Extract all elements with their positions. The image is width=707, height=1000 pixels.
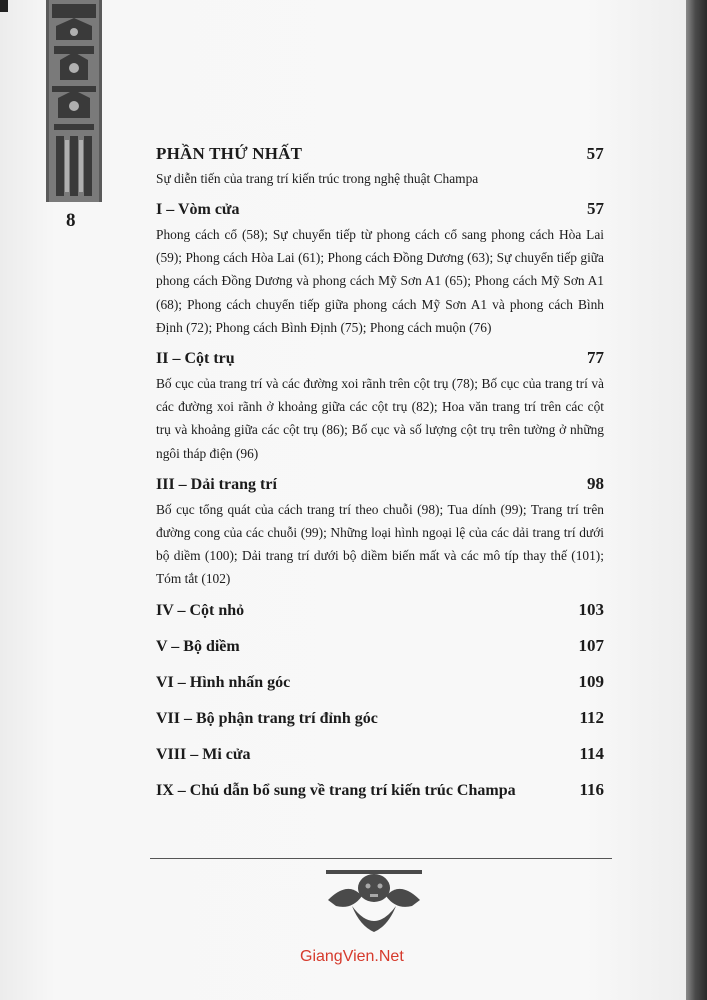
- table-of-contents: [156, 143, 604, 815]
- toc-section-3: [156, 473, 604, 591]
- section-title: VIII – Mi cửa: [156, 745, 251, 763]
- section-title: I – Vòm cửa: [156, 201, 240, 218]
- section-page: 98: [587, 473, 604, 493]
- section-page: 114: [579, 743, 604, 763]
- section-page: 107: [578, 635, 604, 655]
- book-spine-edge: [686, 0, 707, 1000]
- toc-section-2: [156, 347, 604, 465]
- section-page: 77: [587, 348, 604, 368]
- part-subtitle: Sự diễn tiến của trang trí kiến trúc trong nghệ thuật Champa: [156, 171, 479, 186]
- section-description: Phong cách cổ (58); Sự chuyển tiếp từ phong cách cổ sang phong cách Hòa Lai (59); Phong cách Hòa Lai (61); Phong cách Đồng Dương (63); Sự chuyển tiếp giữa phong cách Đồng Dương và phong cách Mỹ Sơn A1 (65); Phong cách Mỹ Sơn A1 (68); Phong cách chuyển tiếp giữa phong cách Mỹ Sơn A1 và phong cách Bình Định (72); Phong cách Bình Định (75); Phong cách muộn (76): [156, 227, 604, 335]
- part-title: PHẦN THỨ NHẤT: [156, 144, 303, 163]
- toc-section-5: [156, 635, 604, 658]
- footer-rule: [150, 858, 612, 859]
- section-title: VI – Hình nhấn góc: [156, 673, 291, 691]
- carved-frieze-ornament: [322, 866, 426, 936]
- section-title: IV – Cột nhỏ: [156, 601, 245, 619]
- section-title: IX – Chú dẫn bổ sung về trang trí kiến trúc Champa: [156, 781, 516, 799]
- toc-section-6: [156, 671, 604, 694]
- toc-part: [156, 143, 604, 190]
- section-page: 116: [579, 779, 604, 799]
- section-page: 103: [578, 599, 604, 619]
- section-title: II – Cột trụ: [156, 350, 235, 368]
- section-page: 109: [578, 671, 604, 691]
- part-page: 57: [586, 144, 604, 163]
- section-description: Bố cục của trang trí và các đường xoi rãnh trên cột trụ (78); Bố cục của trang trí và các đường xoi rãnh ở khoảng giữa các cột trụ (82); Hoa văn trang trí trên các cột trụ và khoảng giữa các cột trụ (86); Bố cục và số lượng cột trụ trên tường ở những ngôi tháp điện (96): [156, 376, 604, 461]
- toc-section-4: [156, 599, 604, 622]
- toc-section-8: [156, 743, 604, 766]
- corner-mark: [0, 0, 8, 12]
- toc-section-1: [156, 198, 604, 339]
- section-page: 57: [587, 199, 604, 218]
- toc-section-7: [156, 707, 604, 730]
- page-number: 8: [66, 210, 76, 231]
- section-title: V – Bộ diềm: [156, 637, 240, 655]
- section-description: Bố cục tổng quát của cách trang trí theo chuỗi (98); Tua dính (99); Trang trí trên đường cong của các chuỗi (99); Những loại hình ngoại lệ của các dải trang trí dưới bộ diềm (100); Dải trang trí dưới bộ diềm biến mất và các mô típ thay thế (101); Tóm tắt (102): [156, 501, 604, 587]
- section-title: VII – Bộ phận trang trí đỉnh góc: [156, 709, 378, 727]
- section-title: III – Dải trang trí: [156, 475, 277, 493]
- toc-section-9: [156, 779, 604, 802]
- carved-pillar-ornament: [46, 0, 102, 202]
- watermark-text: GiangVien.Net: [300, 948, 404, 965]
- section-page: 112: [579, 707, 604, 727]
